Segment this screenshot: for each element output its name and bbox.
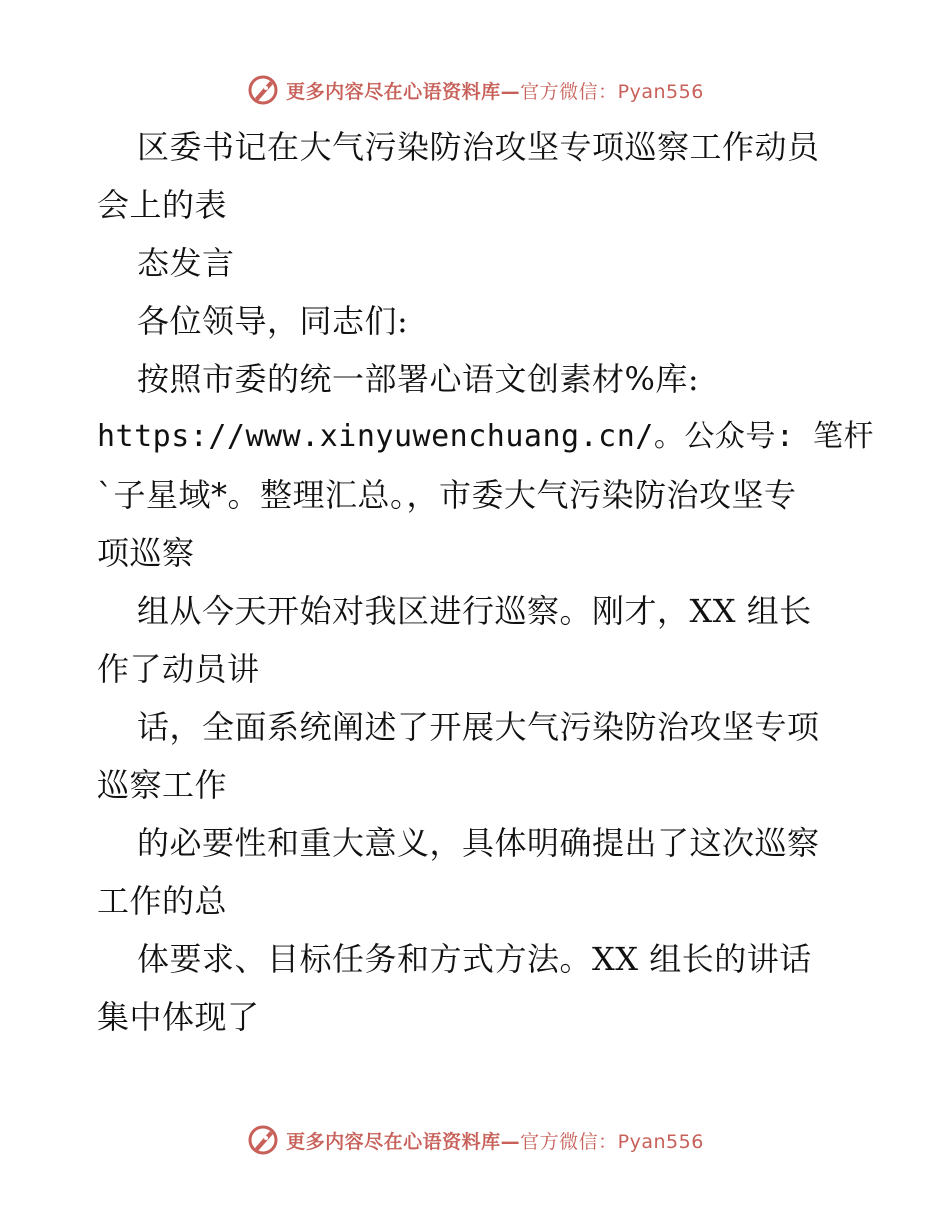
doc-line: 巡察工作 [97,766,228,804]
doc-line: 态发言 [137,244,235,282]
footer-brand-text: 更多内容尽在心语资料库— [286,1130,521,1153]
doc-line: 组从今天开始对我区进行巡察。刚才，XX 组长 [137,592,812,630]
doc-line: 的必要性和重大意义，具体明确提出了这次巡察 [137,824,820,862]
doc-line: 工作的总 [97,882,228,920]
pen-logo-icon [246,1123,280,1157]
doc-line: 作了动员讲 [97,650,260,688]
doc-line: 按照市委的统一部署心语文创素材%库: [137,360,700,398]
pen-logo-icon [246,73,280,107]
header-banner-text [286,77,704,104]
header-banner [0,70,950,110]
doc-line: 各位领导，同志们: [137,302,409,340]
header-wechat-text: 官方微信：Pyan556 [520,80,704,103]
doc-line: 集中体现了 [97,998,260,1036]
header-brand-text: 更多内容尽在心语资料库— [286,80,521,103]
footer-banner [0,1120,950,1160]
footer-banner-text [286,1127,704,1154]
doc-line: 体要求、目标任务和方式方法。XX 组长的讲话 [137,940,812,978]
doc-line: `子星域*。整理汇总。，市委大气污染防治攻坚专 [97,476,797,514]
doc-line: 话，全面系统阐述了开展大气污染防治攻坚专项 [137,708,820,746]
doc-line-url: https://www.xinyuwenchuang.cn/。公众号: 笔杆 [97,419,874,454]
footer-wechat-text: 官方微信：Pyan556 [520,1130,704,1153]
doc-line: 会上的表 [97,186,228,224]
document-body [97,118,874,1046]
doc-line: 项巡察 [97,534,195,572]
doc-line: 区委书记在大气污染防治攻坚专项巡察工作动员 [137,128,820,166]
